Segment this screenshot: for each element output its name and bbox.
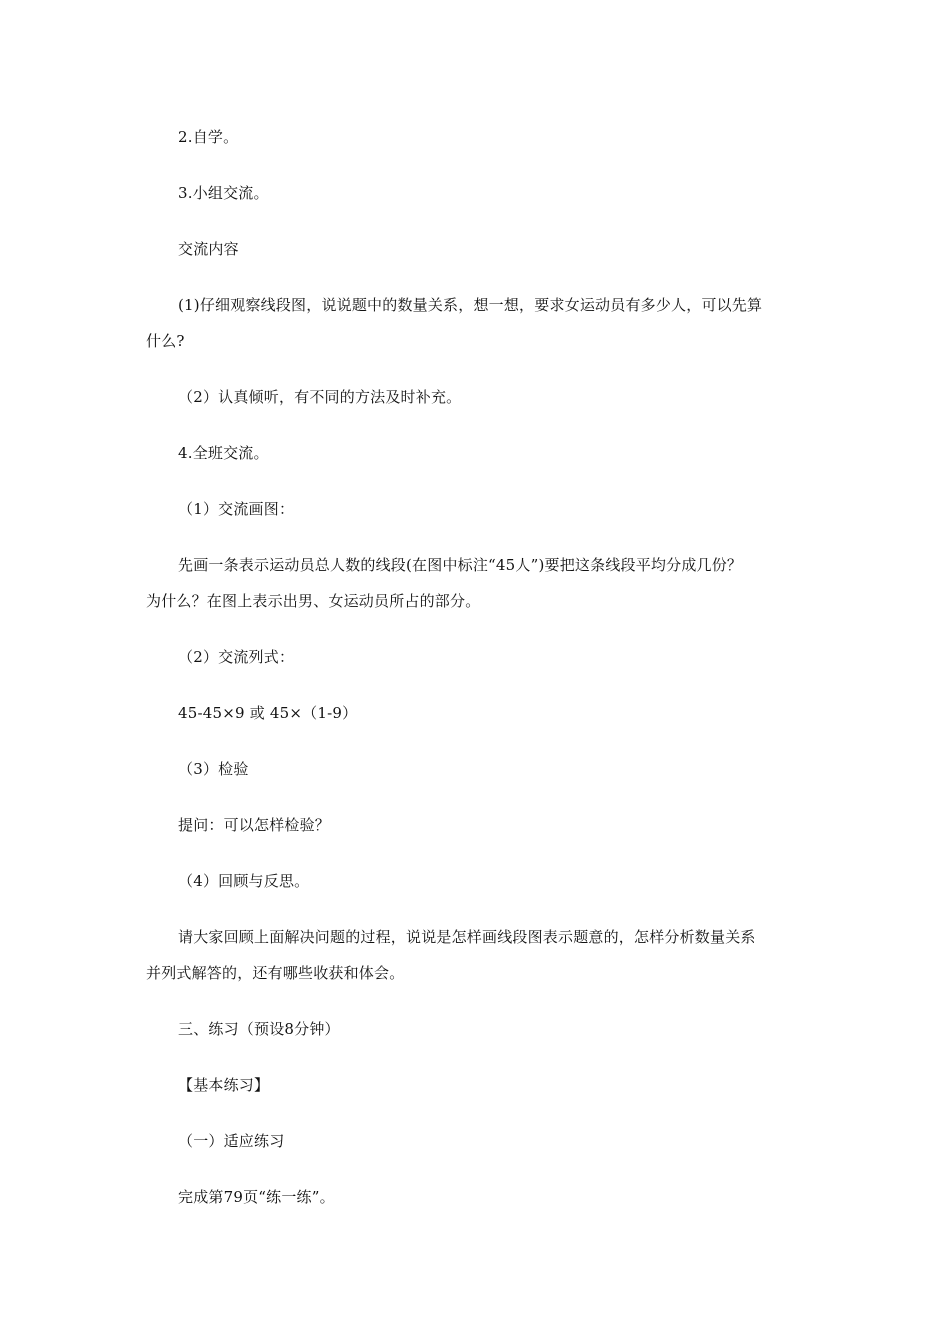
section-heading-practice: 三、练习（预设8分钟） bbox=[178, 1020, 340, 1038]
text-line-review-instructions: 请大家回顾上面解决问题的过程，说说是怎样画线段图表示题意的，怎样分析数量关系 bbox=[178, 928, 756, 946]
text-line-write-formula: （2）交流列式： bbox=[178, 648, 295, 666]
text-line-exchange-content: 交流内容 bbox=[178, 240, 239, 258]
text-line-formula: 45-45×9 或 45×（1-9） bbox=[178, 704, 358, 722]
text-line-review: （4）回顾与反思。 bbox=[178, 872, 310, 890]
text-line-draw-instructions-cont: 为什么？在图上表示出男、女运动员所占的部分。 bbox=[146, 592, 481, 610]
text-line-basic-practice: 【基本练习】 bbox=[178, 1076, 270, 1094]
text-line-observe-diagram: (1)仔细观察线段图，说说题中的数量关系，想一想，要求女运动员有多少人，可以先算 bbox=[178, 296, 763, 314]
text-line-group-exchange: 3.小组交流。 bbox=[178, 184, 269, 202]
text-line-complete-page: 完成第79页“练一练”。 bbox=[178, 1188, 335, 1206]
text-line-observe-diagram-cont: 什么? bbox=[146, 332, 185, 350]
text-line-review-instructions-cont: 并列式解答的，还有哪些收获和体会。 bbox=[146, 964, 405, 982]
text-line-self-study: 2.自学。 bbox=[178, 128, 239, 146]
text-line-draw-instructions: 先画一条表示运动员总人数的线段(在图中标注“45人”)要把这条线段平均分成几份？ bbox=[178, 556, 743, 574]
text-line-class-exchange: 4.全班交流。 bbox=[178, 444, 269, 462]
text-line-adaptive-practice: （一）适应练习 bbox=[178, 1132, 285, 1150]
text-line-listen: （2）认真倾听，有不同的方法及时补充。 bbox=[178, 388, 462, 406]
text-line-verify-question: 提问：可以怎样检验？ bbox=[178, 816, 331, 834]
text-line-draw-diagram: （1）交流画图： bbox=[178, 500, 295, 518]
text-line-verify: （3）检验 bbox=[178, 760, 249, 778]
